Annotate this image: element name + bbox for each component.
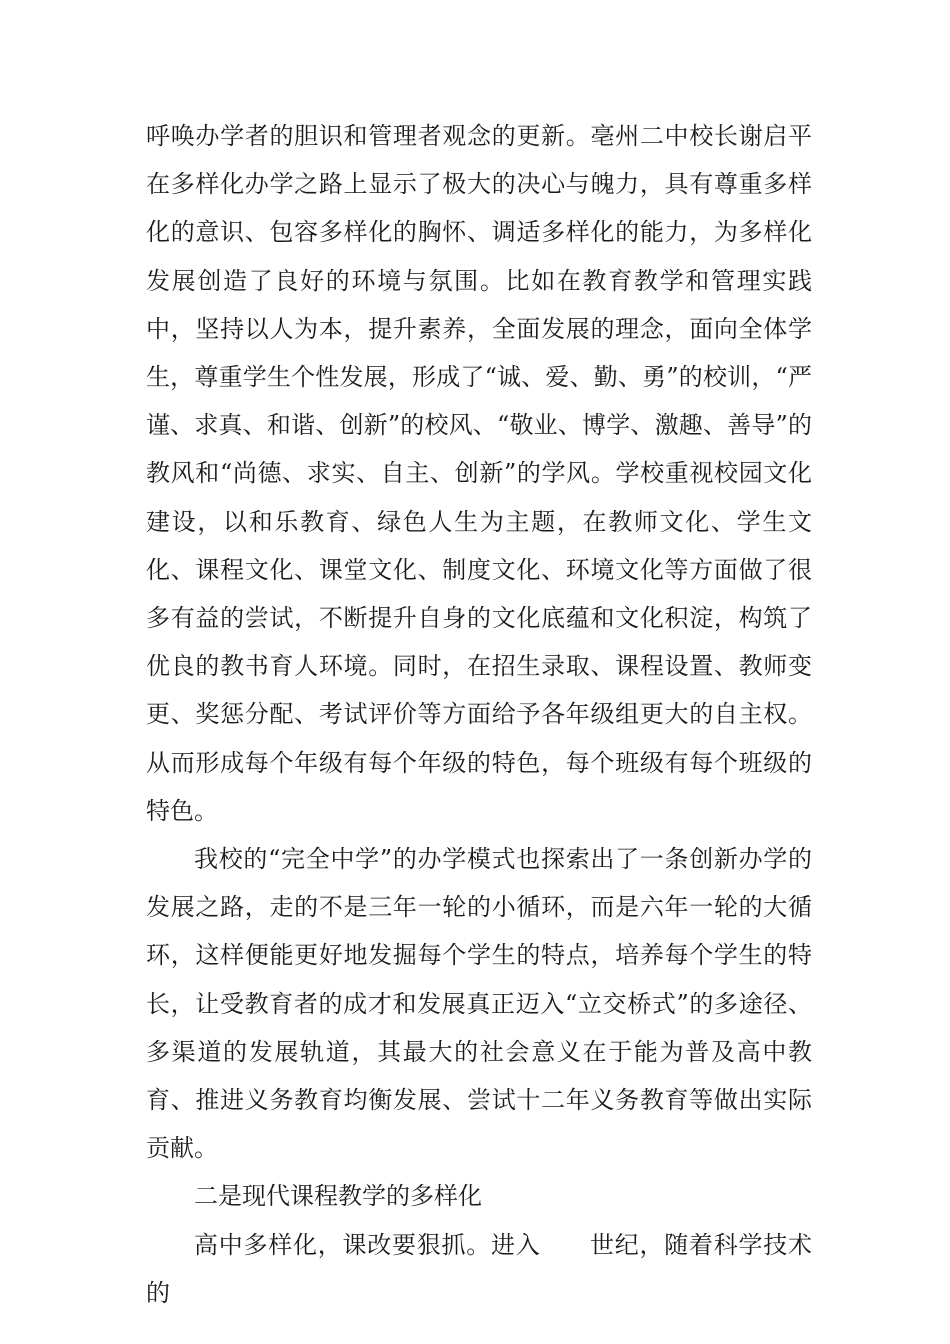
section-heading: 二是现代课程教学的多样化: [194, 1182, 482, 1211]
paragraph-school-culture: 呼唤办学者的胆识和管理者观念的更新。亳州二中校长谢启平在多样化办学之路上显示了极大的决心与魄力，具有尊重多样化的意识、包容多样化的胸怀、调适多样化的能力，为多样化发展创造了良好的环境与氛围。比如在教育教学和管理实践中，坚持以人为本，提升素养，全面发展的理念，面向全体学生，尊重学生个性发展，形成了“诚、爱、勤、勇”的校训，“严谨、求真、和谐、创新”的校风、“敬业、博学、激趣、善导”的教风和“尚德、求实、自主、创新”的学风。学校重视校园文化建设，以和乐教育、绿色人生为主题，在教师文化、学生文化、课程文化、课堂文化、制度文化、环境文化等方面做了很多有益的尝试，不断提升自身的文化底蕴和文化积淀，构筑了优良的教书育人环境。同时，在招生录取、课程设置、教师变更、奖惩分配、考试评价等方面给予各年级组更大的自主权。从而形成每个年级有每个年级的特色，每个班级有每个班级的特色。: [146, 122, 812, 825]
paragraph-complete-middle-school: 我校的“完全中学”的办学模式也探索出了一条创新办学的发展之路，走的不是三年一轮的小循环，而是六年一轮的大循环，这样便能更好地发掘每个学生的特点，培养每个学生的特长，让受教育者的成才和发展真正迈入“立交桥式”的多途径、多渠道的发展轨道，其最大的社会意义在于能为普及高中教育、推进义务教育均衡发展、尝试十二年义务教育等做出实际贡献。: [146, 845, 812, 1163]
paragraph-curriculum-reform: 高中多样化，课改要狠抓。进入 世纪，随着科学技术的: [146, 1230, 812, 1307]
document-body: [146, 112, 812, 1317]
